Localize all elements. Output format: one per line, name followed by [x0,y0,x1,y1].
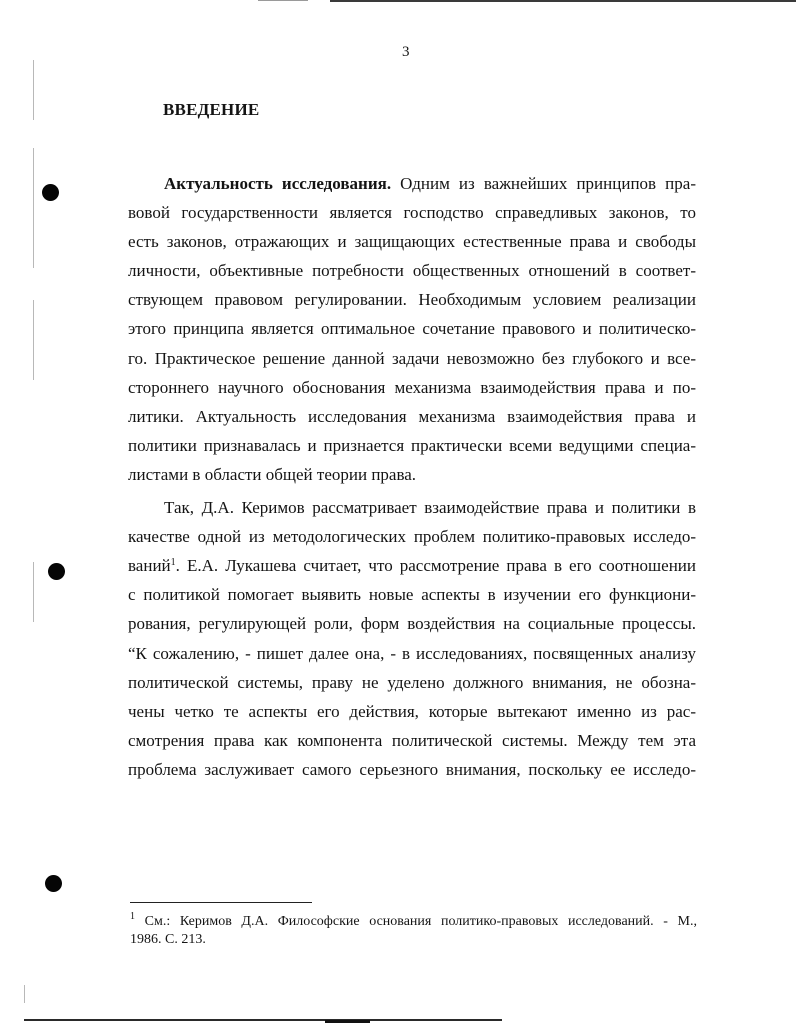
paragraph-line: листами в области общей теории права. [128,464,417,484]
paragraph-line: чены четко те аспекты его действия, которые вытекают именно из рас- [128,701,696,721]
footnote [130,913,697,949]
paragraph-line: политики признавалась и признается практически всеми ведущими специа- [128,435,696,455]
scan-edge-top [330,0,796,2]
footnote-marker: 1 [130,911,135,922]
margin-line [33,148,34,268]
margin-line [33,300,34,380]
paragraph-line: “К сожалению, - пишет далее она, - в исследованиях, посвященных анализу [128,643,696,663]
paragraph-line: вовой государственности является господство справедливых законов, то [128,203,696,223]
scan-edge-top-left [258,0,308,1]
section-heading: ВВЕДЕНИЕ [163,100,260,119]
paragraph-line: с политикой помогает выявить новые аспекты в изучении его функциони- [128,585,696,605]
footnote-separator [130,902,312,903]
scan-edge-bottom-mark [325,1020,370,1023]
paragraph-line: политической системы, праву не уделено должного внимания, не обозна- [128,672,696,692]
margin-line [24,985,25,1003]
scan-edge-bottom [24,1019,502,1021]
paragraph-line: смотрения права как компонента политической системы. Между тем эта [128,730,696,750]
paragraph-line: ваний$^1$. Е.А. Лукашева считает, что рассмотрение права в его соотношении [128,556,696,576]
paragraph-line: Актуальность исследования. Одним из важнейших принципов пра- [164,174,696,193]
footnote-reference[interactable]: 1 [170,557,176,569]
body-text [128,169,696,784]
paragraph-line: Так, Д.А. Керимов рассматривает взаимодействие права и политики в [164,498,696,518]
paragraph-line: личности, объективные потребности общественных отношений в соответ- [128,261,696,281]
footnote-line: $^1$ См.: Керимов Д.А. Философские основания политико-правовых исследований. - М., [130,911,697,929]
page-number: 3 [402,44,410,60]
paragraph-line: есть законов, отражающих и защищающих естественные права и свободы [128,232,696,252]
paragraph-line: литики. Актуальность исследования механизма взаимодействия права и [128,406,696,426]
punch-hole-icon [42,184,59,201]
paragraph-line: стороннего научного обоснования механизма взаимодействия права и по- [128,377,696,397]
footnote-line: 1986. С. 213. [130,932,206,947]
paragraph-line: этого принципа является оптимальное сочетание правового и политическо- [128,319,696,339]
margin-line [33,562,34,622]
margin-line [33,60,34,120]
lead-bold-phrase: Актуальность исследования. [164,174,392,193]
paragraph-line: рования, регулирующей роли, форм воздействия на социальные процессы. [128,614,696,634]
paragraph-line: го. Практическое решение данной задачи невозможно без глубокого и все- [128,348,696,368]
punch-hole-icon [45,875,62,892]
punch-hole-icon [48,563,65,580]
paragraph-line: качестве одной из методологических проблем политико-правовых исследо- [128,527,696,547]
paragraph-line: проблема заслуживает самого серьезного внимания, поскольку ее исследо- [128,759,696,779]
paragraph-line: ствующем правовом регулировании. Необходимым условием реализации [128,290,696,310]
